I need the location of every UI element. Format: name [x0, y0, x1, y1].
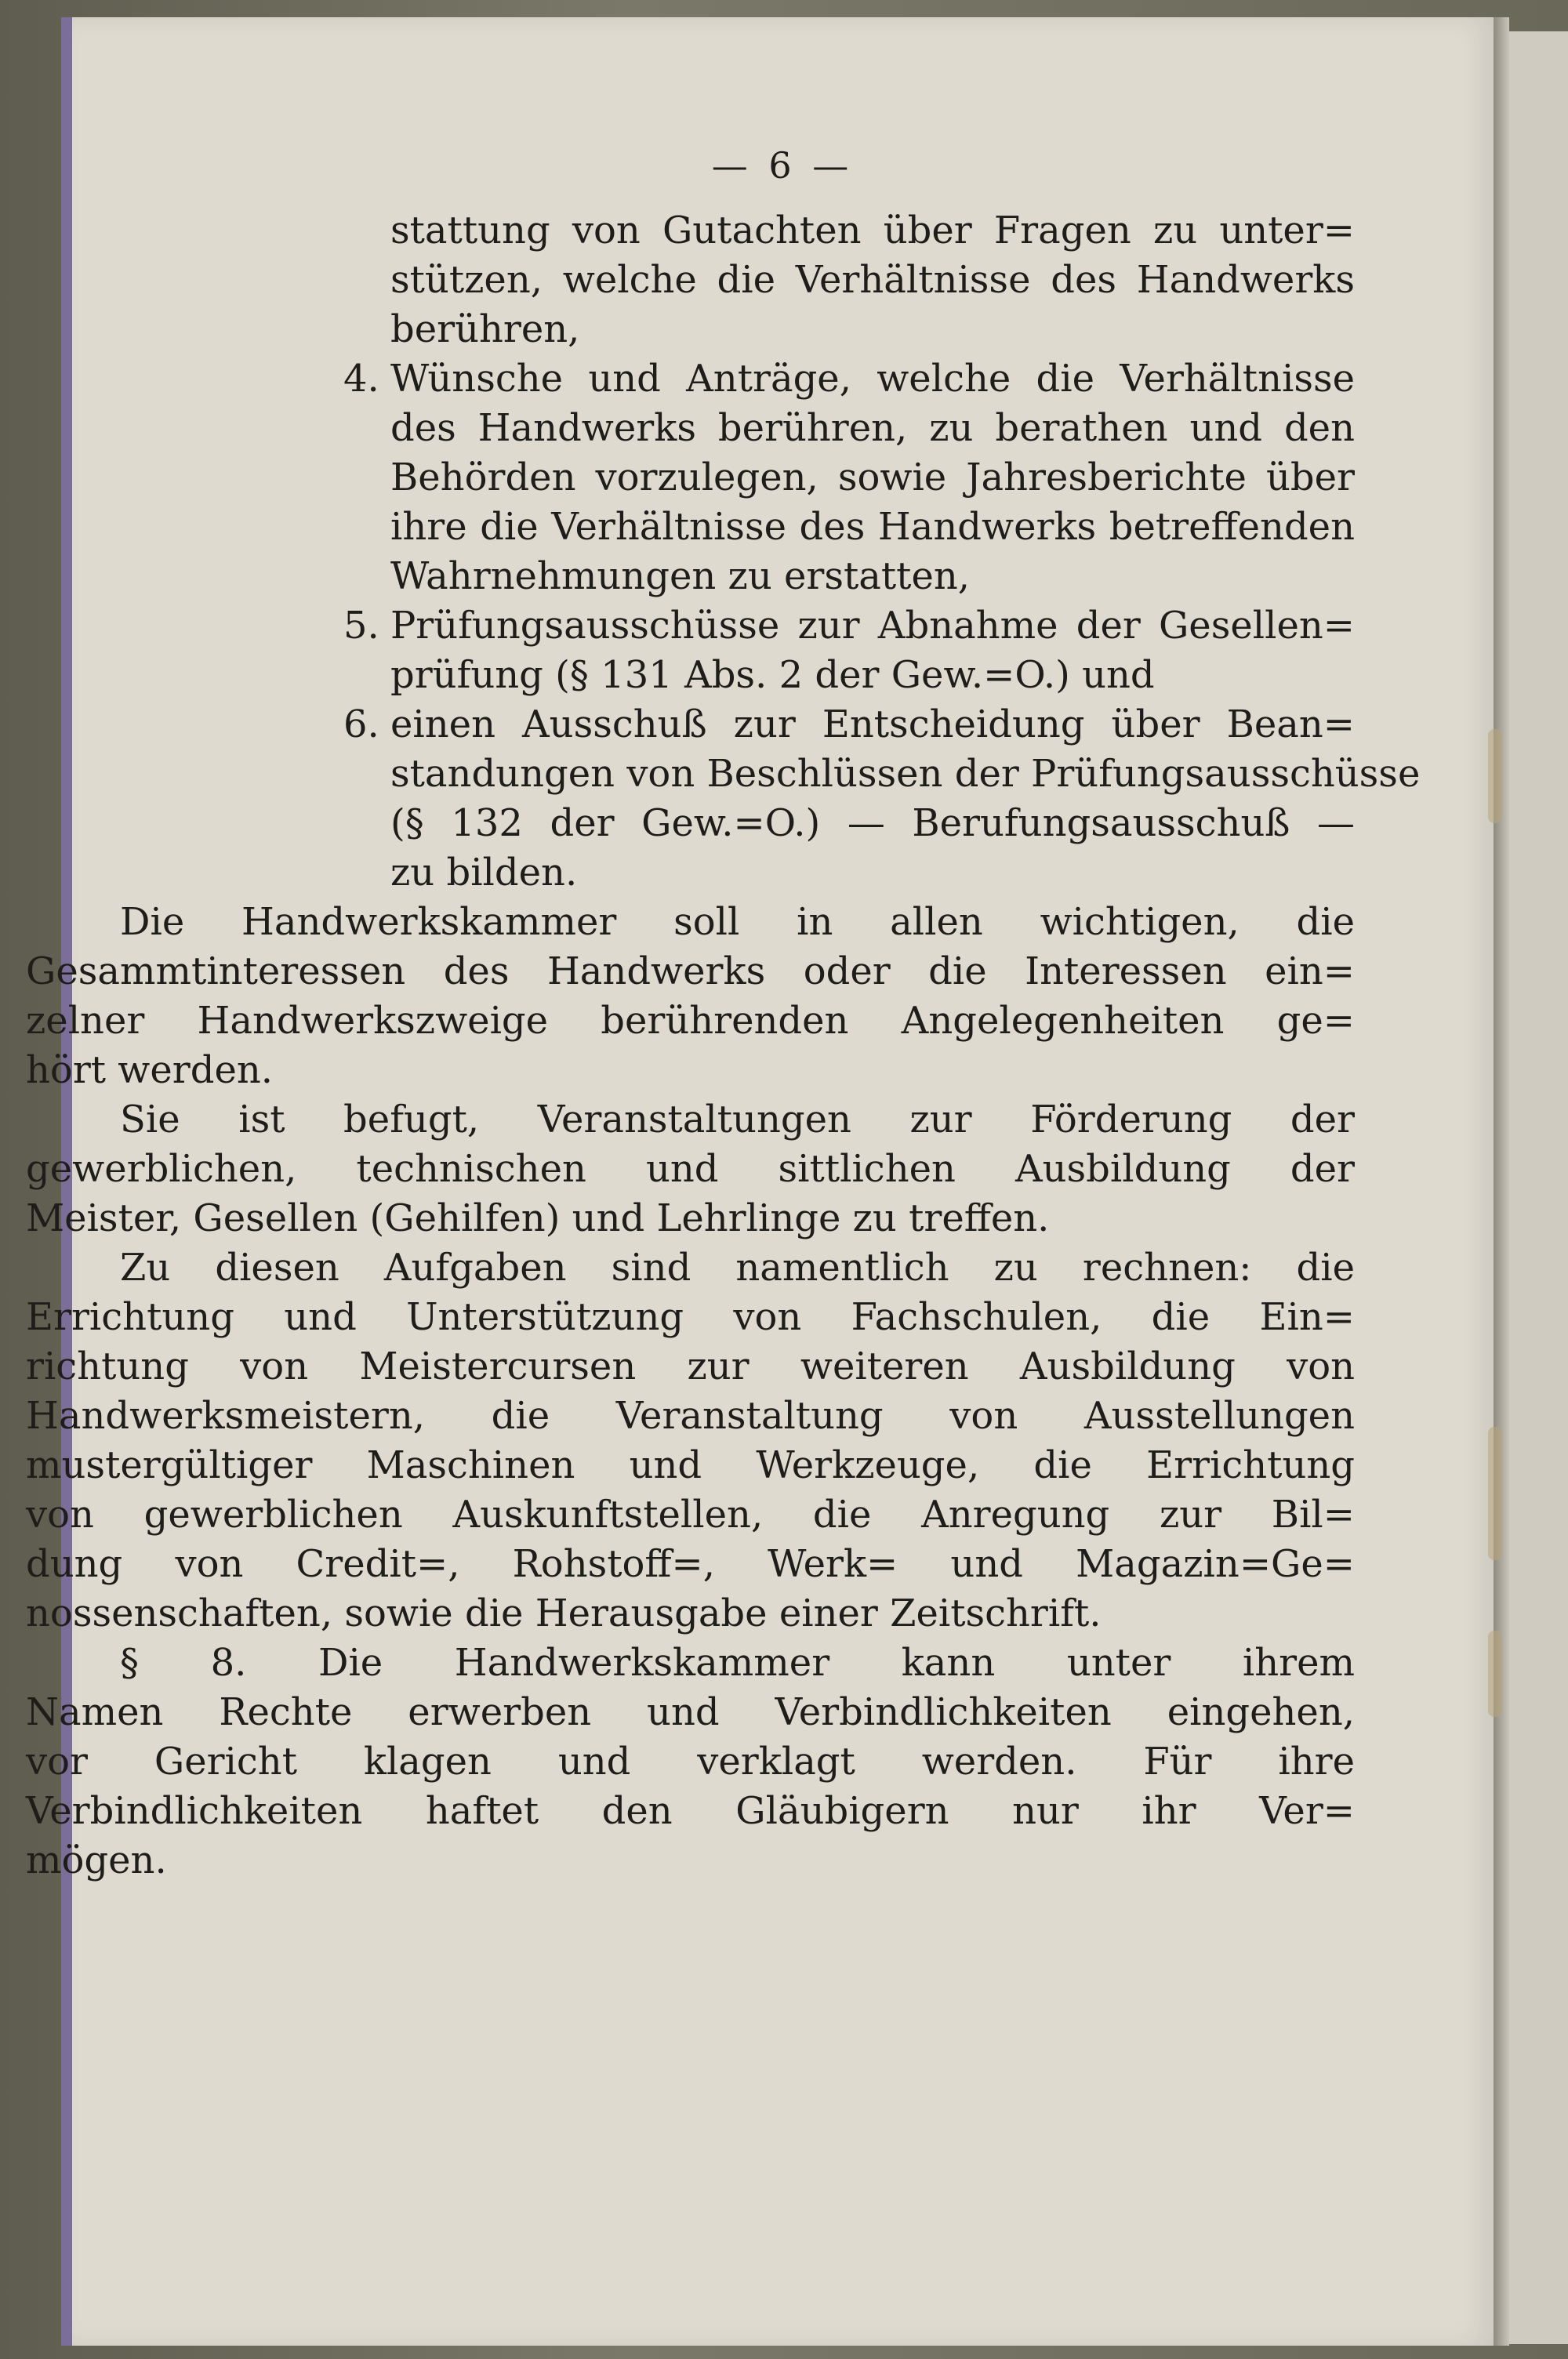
- text-line: nossenschaften, sowie die Herausgabe einer Zeitschrift.: [26, 1591, 1102, 1635]
- paragraph: [26, 1095, 1355, 1243]
- text-line: von gewerblichen Auskunftstellen, die Anregung zur Bil=: [26, 1493, 1355, 1537]
- page-gutter: [1494, 17, 1509, 2346]
- text-line: dung von Credit=, Rohstoff=, Werk= und Magazin=Ge=: [26, 1542, 1355, 1586]
- text-line: vor Gericht klagen und verklagt werden. Für ihre: [26, 1740, 1355, 1784]
- text-line: stützen, welche die Verhältnisse des Handwerks: [390, 258, 1355, 302]
- text-line: prüfung (§ 131 Abs. 2 der Gew.=O.) und: [390, 653, 1155, 697]
- list-item: [343, 354, 1355, 601]
- list-number: 6.: [343, 702, 379, 746]
- text-line: Behörden vorzulegen, sowie Jahresberichte über: [390, 455, 1355, 499]
- text-line: Meister, Gesellen (Gehilfen) und Lehrlinge zu treffen.: [26, 1196, 1050, 1240]
- text-line: standungen von Beschlüssen der Prüfungsausschüsse: [390, 752, 1421, 796]
- text-line: Sie ist befugt, Veranstaltungen zur Förderung der: [120, 1098, 1355, 1141]
- text-line: Verbindlichkeiten haftet den Gläubigern nur ihr Ver=: [26, 1789, 1355, 1833]
- paragraph: [26, 1639, 1355, 1885]
- paper-stain: [1488, 729, 1502, 823]
- text-line: ihre die Verhältnisse des Handwerks betreffenden: [390, 505, 1355, 549]
- paragraph: [26, 1243, 1355, 1639]
- text-line: Zu diesen Aufgaben sind namentlich zu rechnen: die: [120, 1246, 1355, 1290]
- list-item: [343, 601, 1355, 700]
- text-line: Wahrnehmungen zu erstatten,: [390, 554, 971, 598]
- text-line: stattung von Gutachten über Fragen zu unter=: [390, 209, 1355, 252]
- list-number: 4.: [343, 357, 379, 401]
- list-number: 5.: [343, 604, 379, 648]
- text-line: Gesammtinteressen des Handwerks oder die Interessen ein=: [26, 949, 1355, 993]
- paragraph: [26, 898, 1355, 1095]
- text-line: gewerblichen, technischen und sittlichen Ausbildung der: [26, 1147, 1355, 1191]
- text-line: des Handwerks berühren, zu berathen und den: [390, 406, 1355, 450]
- text-line: richtung von Meistercursen zur weiteren Ausbildung von: [26, 1345, 1355, 1388]
- text-line: mustergültiger Maschinen und Werkzeuge, die Errichtung: [26, 1443, 1355, 1487]
- list-item: [343, 700, 1421, 898]
- text-line: (§ 132 der Gew.=O.) — Berufungsausschuß —: [390, 801, 1355, 845]
- text-line: Die Handwerkskammer soll in allen wichtigen, die: [120, 900, 1355, 944]
- text-line: berühren,: [390, 307, 580, 351]
- page-text: [26, 141, 1421, 1885]
- text-line: Wünsche und Anträge, welche die Verhältnisse: [390, 357, 1355, 401]
- text-line: hört werden.: [26, 1048, 274, 1092]
- paper-stain: [1488, 1631, 1502, 1717]
- paragraph: [390, 206, 1355, 354]
- text-line: Errichtung und Unterstützung von Fachschulen, die Ein=: [26, 1295, 1355, 1339]
- text-line: mögen.: [26, 1838, 167, 1882]
- text-line: Namen Rechte erwerben und Verbindlichkeiten eingehen,: [26, 1690, 1355, 1734]
- text-line: Prüfungsausschüsse zur Abnahme der Gesellen=: [390, 604, 1355, 648]
- page-body: [26, 206, 1421, 1885]
- text-line: einen Ausschuß zur Entscheidung über Bean=: [390, 702, 1355, 746]
- page-number: — 6 —: [711, 144, 854, 187]
- text-line: zelner Handwerkszweige berührenden Angelegenheiten ge=: [26, 999, 1355, 1043]
- facing-page-edge: [1509, 31, 1568, 2344]
- text-line: § 8. Die Handwerkskammer kann unter ihrem: [120, 1641, 1355, 1685]
- text-line: Handwerksmeistern, die Veranstaltung von Ausstellungen: [26, 1394, 1355, 1438]
- paper-stain: [1488, 1427, 1502, 1560]
- text-line: zu bilden.: [390, 851, 578, 895]
